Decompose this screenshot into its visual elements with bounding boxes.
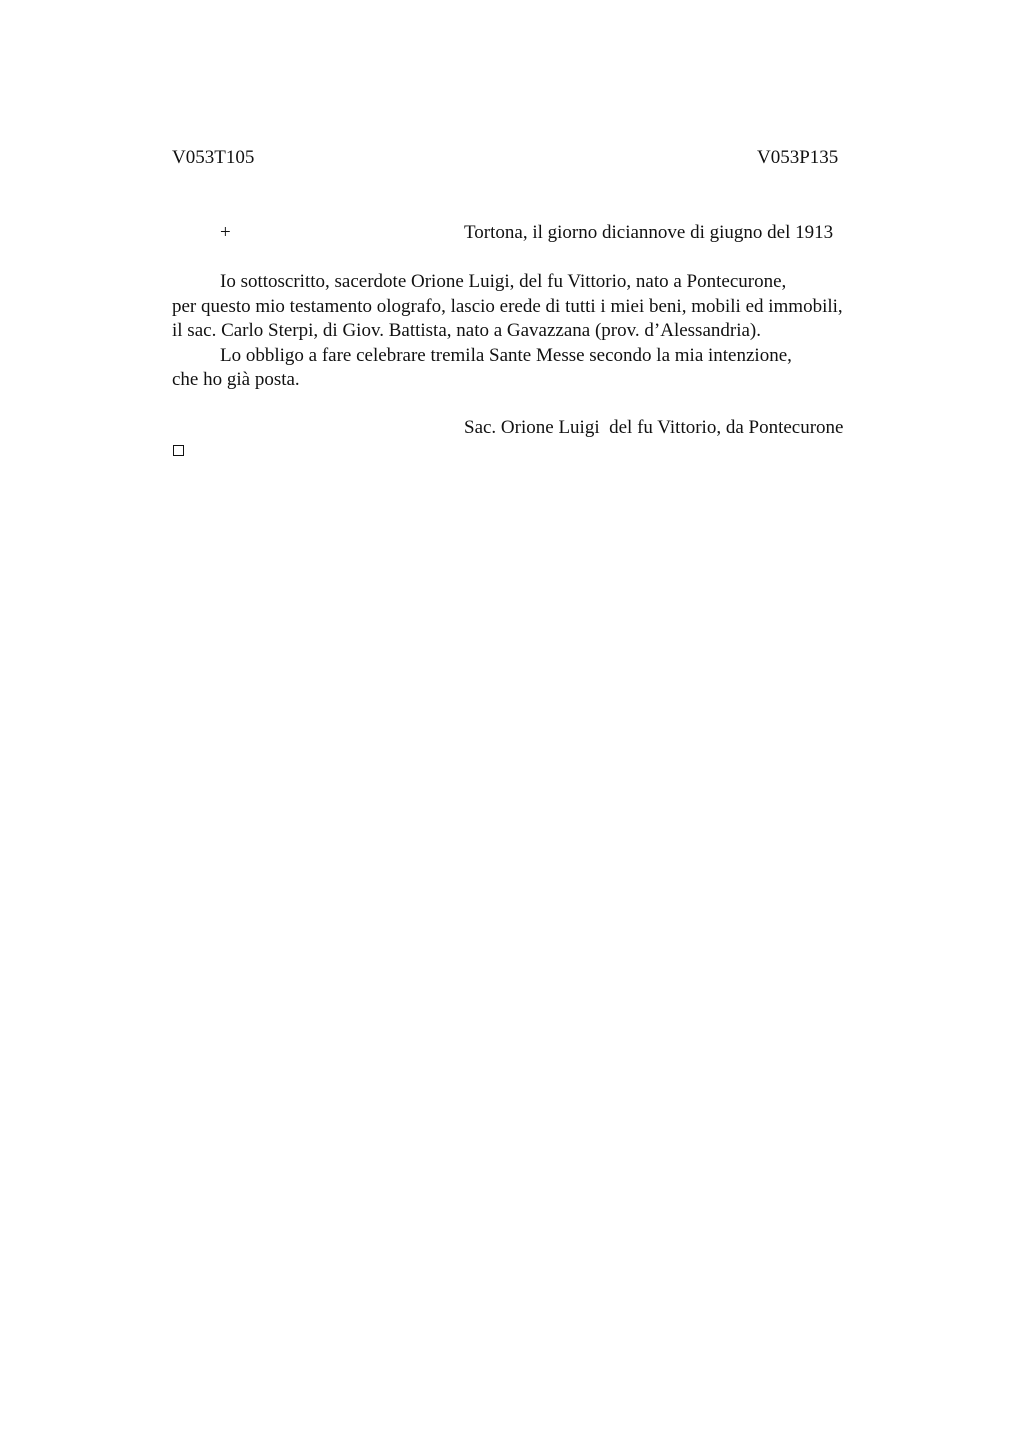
place-date-line: Tortona, il giorno diciannove di giugno del 1913 (464, 222, 834, 243)
body-line: che ho già posta. (172, 369, 300, 390)
end-square-icon (173, 445, 184, 456)
document-code-right: V053P135 (757, 147, 839, 168)
body-line: per questo mio testamento olografo, lascio erede di tutti i miei beni, mobili ed immobili, (172, 295, 843, 317)
letter-body (172, 270, 932, 393)
cross-symbol: + (220, 222, 231, 243)
body-line: Lo obbligo a fare celebrare tremila Sante Messe secondo la mia intenzione, (220, 344, 792, 366)
body-line: Io sottoscritto, sacerdote Orione Luigi, del fu Vittorio, nato a Pontecurone, (220, 271, 787, 292)
signature-line: Sac. Orione Luigi del fu Vittorio, da Pontecurone (464, 417, 844, 438)
body-line: il sac. Carlo Sterpi, di Giov. Battista, nato a Gavazzana (prov. d’Alessandria). (172, 320, 761, 341)
document-code-left: V053T105 (172, 147, 255, 168)
